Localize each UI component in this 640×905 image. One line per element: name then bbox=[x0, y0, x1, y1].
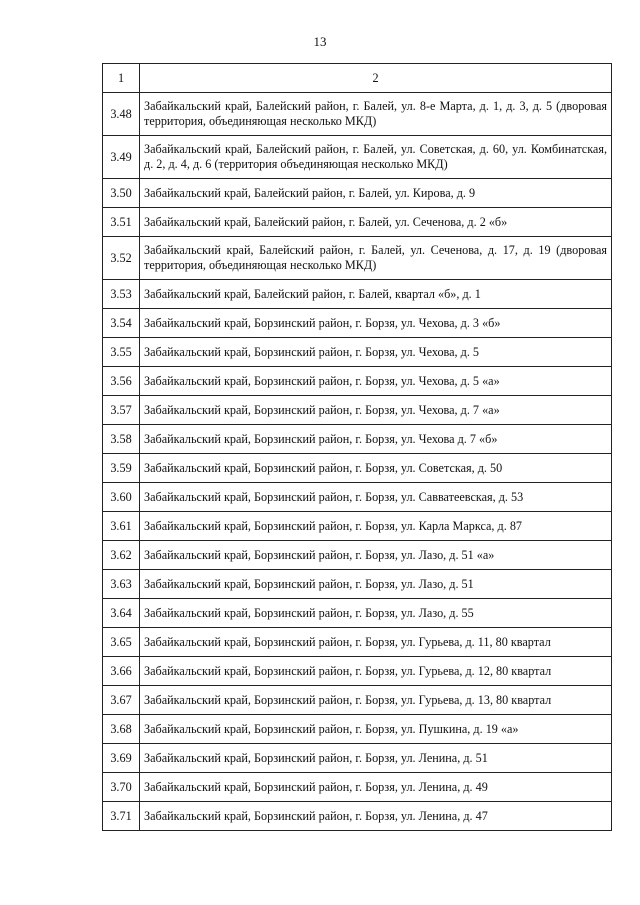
table-row bbox=[103, 657, 612, 686]
row-address: Забайкальский край, Борзинский район, г. Борзя, ул. Советская, д. 50 bbox=[140, 454, 612, 483]
row-number: 3.68 bbox=[103, 715, 140, 744]
row-address: Забайкальский край, Балейский район, г. Балей, ул. Советская, д. 60, ул. Комбинатская, д. 2, д. 4, д. 6 (территория объединяющая несколько МКД) bbox=[140, 136, 612, 179]
table-row bbox=[103, 715, 612, 744]
table-row bbox=[103, 773, 612, 802]
table-row bbox=[103, 483, 612, 512]
row-address: Забайкальский край, Балейский район, г. Балей, ул. Сеченова, д. 17, д. 19 (дворовая территория, объединяющая несколько МКД) bbox=[140, 237, 612, 280]
table-row bbox=[103, 280, 612, 309]
table-row bbox=[103, 338, 612, 367]
table-row bbox=[103, 93, 612, 136]
row-number: 3.51 bbox=[103, 208, 140, 237]
row-address: Забайкальский край, Балейский район, г. Балей, ул. Сеченова, д. 2 «б» bbox=[140, 208, 612, 237]
row-number: 3.58 bbox=[103, 425, 140, 454]
row-address: Забайкальский край, Борзинский район, г. Борзя, ул. Чехова, д. 5 bbox=[140, 338, 612, 367]
column-header-1: 1 bbox=[103, 64, 140, 93]
address-table bbox=[102, 63, 612, 831]
row-number: 3.50 bbox=[103, 179, 140, 208]
table-row bbox=[103, 541, 612, 570]
row-address: Забайкальский край, Борзинский район, г. Борзя, ул. Лазо, д. 51 «а» bbox=[140, 541, 612, 570]
row-number: 3.65 bbox=[103, 628, 140, 657]
row-number: 3.67 bbox=[103, 686, 140, 715]
table-row bbox=[103, 367, 612, 396]
row-number: 3.48 bbox=[103, 93, 140, 136]
row-number: 3.60 bbox=[103, 483, 140, 512]
table-row bbox=[103, 570, 612, 599]
row-number: 3.66 bbox=[103, 657, 140, 686]
row-number: 3.56 bbox=[103, 367, 140, 396]
table-row bbox=[103, 309, 612, 338]
table-row bbox=[103, 396, 612, 425]
row-address: Забайкальский край, Балейский район, г. Балей, квартал «б», д. 1 bbox=[140, 280, 612, 309]
row-address: Забайкальский край, Борзинский район, г. Борзя, ул. Чехова, д. 3 «б» bbox=[140, 309, 612, 338]
row-address: Забайкальский край, Борзинский район, г. Борзя, ул. Чехова, д. 5 «а» bbox=[140, 367, 612, 396]
table-row bbox=[103, 425, 612, 454]
row-number: 3.64 bbox=[103, 599, 140, 628]
table-row bbox=[103, 802, 612, 831]
row-address: Забайкальский край, Борзинский район, г. Борзя, ул. Пушкина, д. 19 «а» bbox=[140, 715, 612, 744]
row-address: Забайкальский край, Борзинский район, г. Борзя, ул. Чехова, д. 7 «а» bbox=[140, 396, 612, 425]
row-address: Забайкальский край, Балейский район, г. Балей, ул. Кирова, д. 9 bbox=[140, 179, 612, 208]
table-row bbox=[103, 512, 612, 541]
page-number: 13 bbox=[313, 34, 327, 49]
row-address: Забайкальский край, Борзинский район, г. Борзя, ул. Гурьева, д. 13, 80 квартал bbox=[140, 686, 612, 715]
table-row bbox=[103, 136, 612, 179]
table-row bbox=[103, 686, 612, 715]
row-number: 3.54 bbox=[103, 309, 140, 338]
row-number: 3.53 bbox=[103, 280, 140, 309]
row-number: 3.62 bbox=[103, 541, 140, 570]
table-row bbox=[103, 237, 612, 280]
table-row bbox=[103, 454, 612, 483]
row-address: Забайкальский край, Борзинский район, г. Борзя, ул. Лазо, д. 51 bbox=[140, 570, 612, 599]
row-address: Забайкальский край, Борзинский район, г. Борзя, ул. Ленина, д. 51 bbox=[140, 744, 612, 773]
row-number: 3.61 bbox=[103, 512, 140, 541]
row-address: Забайкальский край, Борзинский район, г. Борзя, ул. Чехова д. 7 «б» bbox=[140, 425, 612, 454]
table-row bbox=[103, 208, 612, 237]
row-number: 3.70 bbox=[103, 773, 140, 802]
row-number: 3.52 bbox=[103, 237, 140, 280]
row-number: 3.57 bbox=[103, 396, 140, 425]
column-header-2: 2 bbox=[140, 64, 612, 93]
table-row bbox=[103, 599, 612, 628]
row-number: 3.59 bbox=[103, 454, 140, 483]
row-number: 3.63 bbox=[103, 570, 140, 599]
row-number: 3.71 bbox=[103, 802, 140, 831]
row-address: Забайкальский край, Борзинский район, г. Борзя, ул. Савватеевская, д. 53 bbox=[140, 483, 612, 512]
table-header-row bbox=[103, 64, 612, 93]
row-number: 3.69 bbox=[103, 744, 140, 773]
row-address: Забайкальский край, Борзинский район, г. Борзя, ул. Лазо, д. 55 bbox=[140, 599, 612, 628]
row-address: Забайкальский край, Борзинский район, г. Борзя, ул. Ленина, д. 49 bbox=[140, 773, 612, 802]
table-row bbox=[103, 179, 612, 208]
row-address: Забайкальский край, Борзинский район, г. Борзя, ул. Карла Маркса, д. 87 bbox=[140, 512, 612, 541]
row-address: Забайкальский край, Борзинский район, г. Борзя, ул. Гурьева, д. 11, 80 квартал bbox=[140, 628, 612, 657]
row-number: 3.55 bbox=[103, 338, 140, 367]
row-number: 3.49 bbox=[103, 136, 140, 179]
row-address: Забайкальский край, Борзинский район, г. Борзя, ул. Гурьева, д. 12, 80 квартал bbox=[140, 657, 612, 686]
table-row bbox=[103, 744, 612, 773]
table-row bbox=[103, 628, 612, 657]
row-address: Забайкальский край, Борзинский район, г. Борзя, ул. Ленина, д. 47 bbox=[140, 802, 612, 831]
row-address: Забайкальский край, Балейский район, г. Балей, ул. 8-е Марта, д. 1, д. 3, д. 5 (дворовая территория, объединяющая несколько МКД) bbox=[140, 93, 612, 136]
